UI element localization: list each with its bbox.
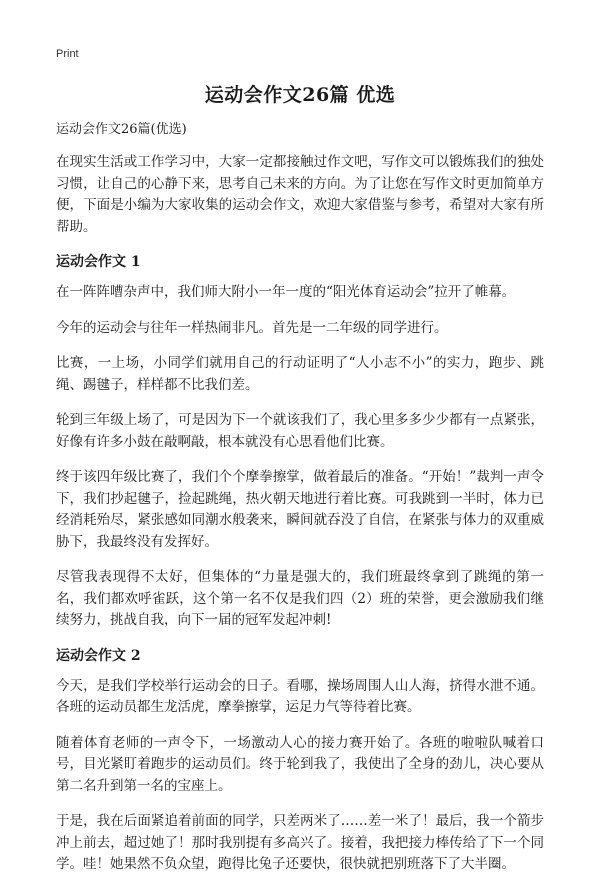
paragraph: 在一阵阵嘈杂声中，我们师大附小一年一度的“阳光体育运动会”拉开了帷幕。	[56, 284, 516, 300]
section-heading: 运动会作文 2	[56, 647, 141, 664]
article-subtitle: 运动会作文26篇(优选)	[56, 122, 187, 137]
intro-paragraph: 在现实生活或工作学习中，大家一定都接触过作文吧，写作文可以锻炼我们的独处习惯，让自己的心静下来，思考自己未来的方向。为了让您在写作文时更加简单方便，下面是小编为大家收集的运动会作文，欢迎大家借鉴与参考，希望对大家有所帮助。	[56, 154, 544, 235]
print-link[interactable]: Print	[56, 48, 79, 60]
paragraph: 尽管我表现得不太好，但集体的“力量是强大的，我们班最终拿到了跳绳的第一名，我们都欢呼雀跃，这个第一名不仅是我们四（2）班的荣誉，更会激励我们继续努力，挑战自我，向下一届的冠军发起冲刺!	[56, 569, 544, 628]
paragraph: 比赛，一上场，小同学们就用自己的行动证明了“人小志不小”的实力，跑步、跳绳、踢毽子，样样都不比我们差。	[56, 355, 544, 393]
paragraph: 终于该四年级比赛了，我们个个摩拳擦掌，做着最后的准备。“开始！”裁判一声令下，我们抄起毽子，捡起跳绳，热火朝天地进行着比赛。可我跳到一半时，体力已经消耗殆尽，紧张感如同潮水般袭来，瞬间就吞没了自信，在紧张与体力的双重威胁下，我最终没有发挥好。	[56, 469, 544, 550]
paragraph: 于是，我在后面紧追着前面的同学，只差两米了……差一米了！最后，我一个箭步冲上前去，超过她了！那时我别提有多高兴了。接着，我把接力棒传给了下一个同学。哇！她果然不负众望，跑得比兔子还要快，很快就把别班落下了大半圈。	[56, 813, 544, 872]
paragraph: 轮到三年级上场了，可是因为下一个就该我们了，我心里多多少少都有一点紧张，好像有许多小鼓在敲啊敲，根本就没有心思看他们比赛。	[56, 412, 544, 450]
section-heading: 运动会作文 1	[56, 254, 141, 270]
paragraph: 今年的运动会与往年一样热闹非凡。首先是一二年级的同学进行。	[56, 319, 448, 336]
page-title: 运动会作文26篇 优选	[204, 84, 396, 106]
article-body	[56, 120, 544, 890]
paragraph: 随着体育老师的一声令下，一场激动人心的接力赛开始了。各班的啦啦队喊着口号，目光紧盯着跑步的运动员们。终于轮到我了，我使出了全身的劲儿，决心要从第二名升到第一名的宝座上。	[56, 734, 544, 794]
section-1	[56, 252, 544, 632]
paragraph: 今天，是我们学校举行运动会的日子。看哪，操场周围人山人海，挤得水泄不通。各班的运动员都生龙活虎，摩拳擦掌，运足力气等待着比赛。	[56, 677, 544, 715]
section-2	[56, 646, 544, 876]
